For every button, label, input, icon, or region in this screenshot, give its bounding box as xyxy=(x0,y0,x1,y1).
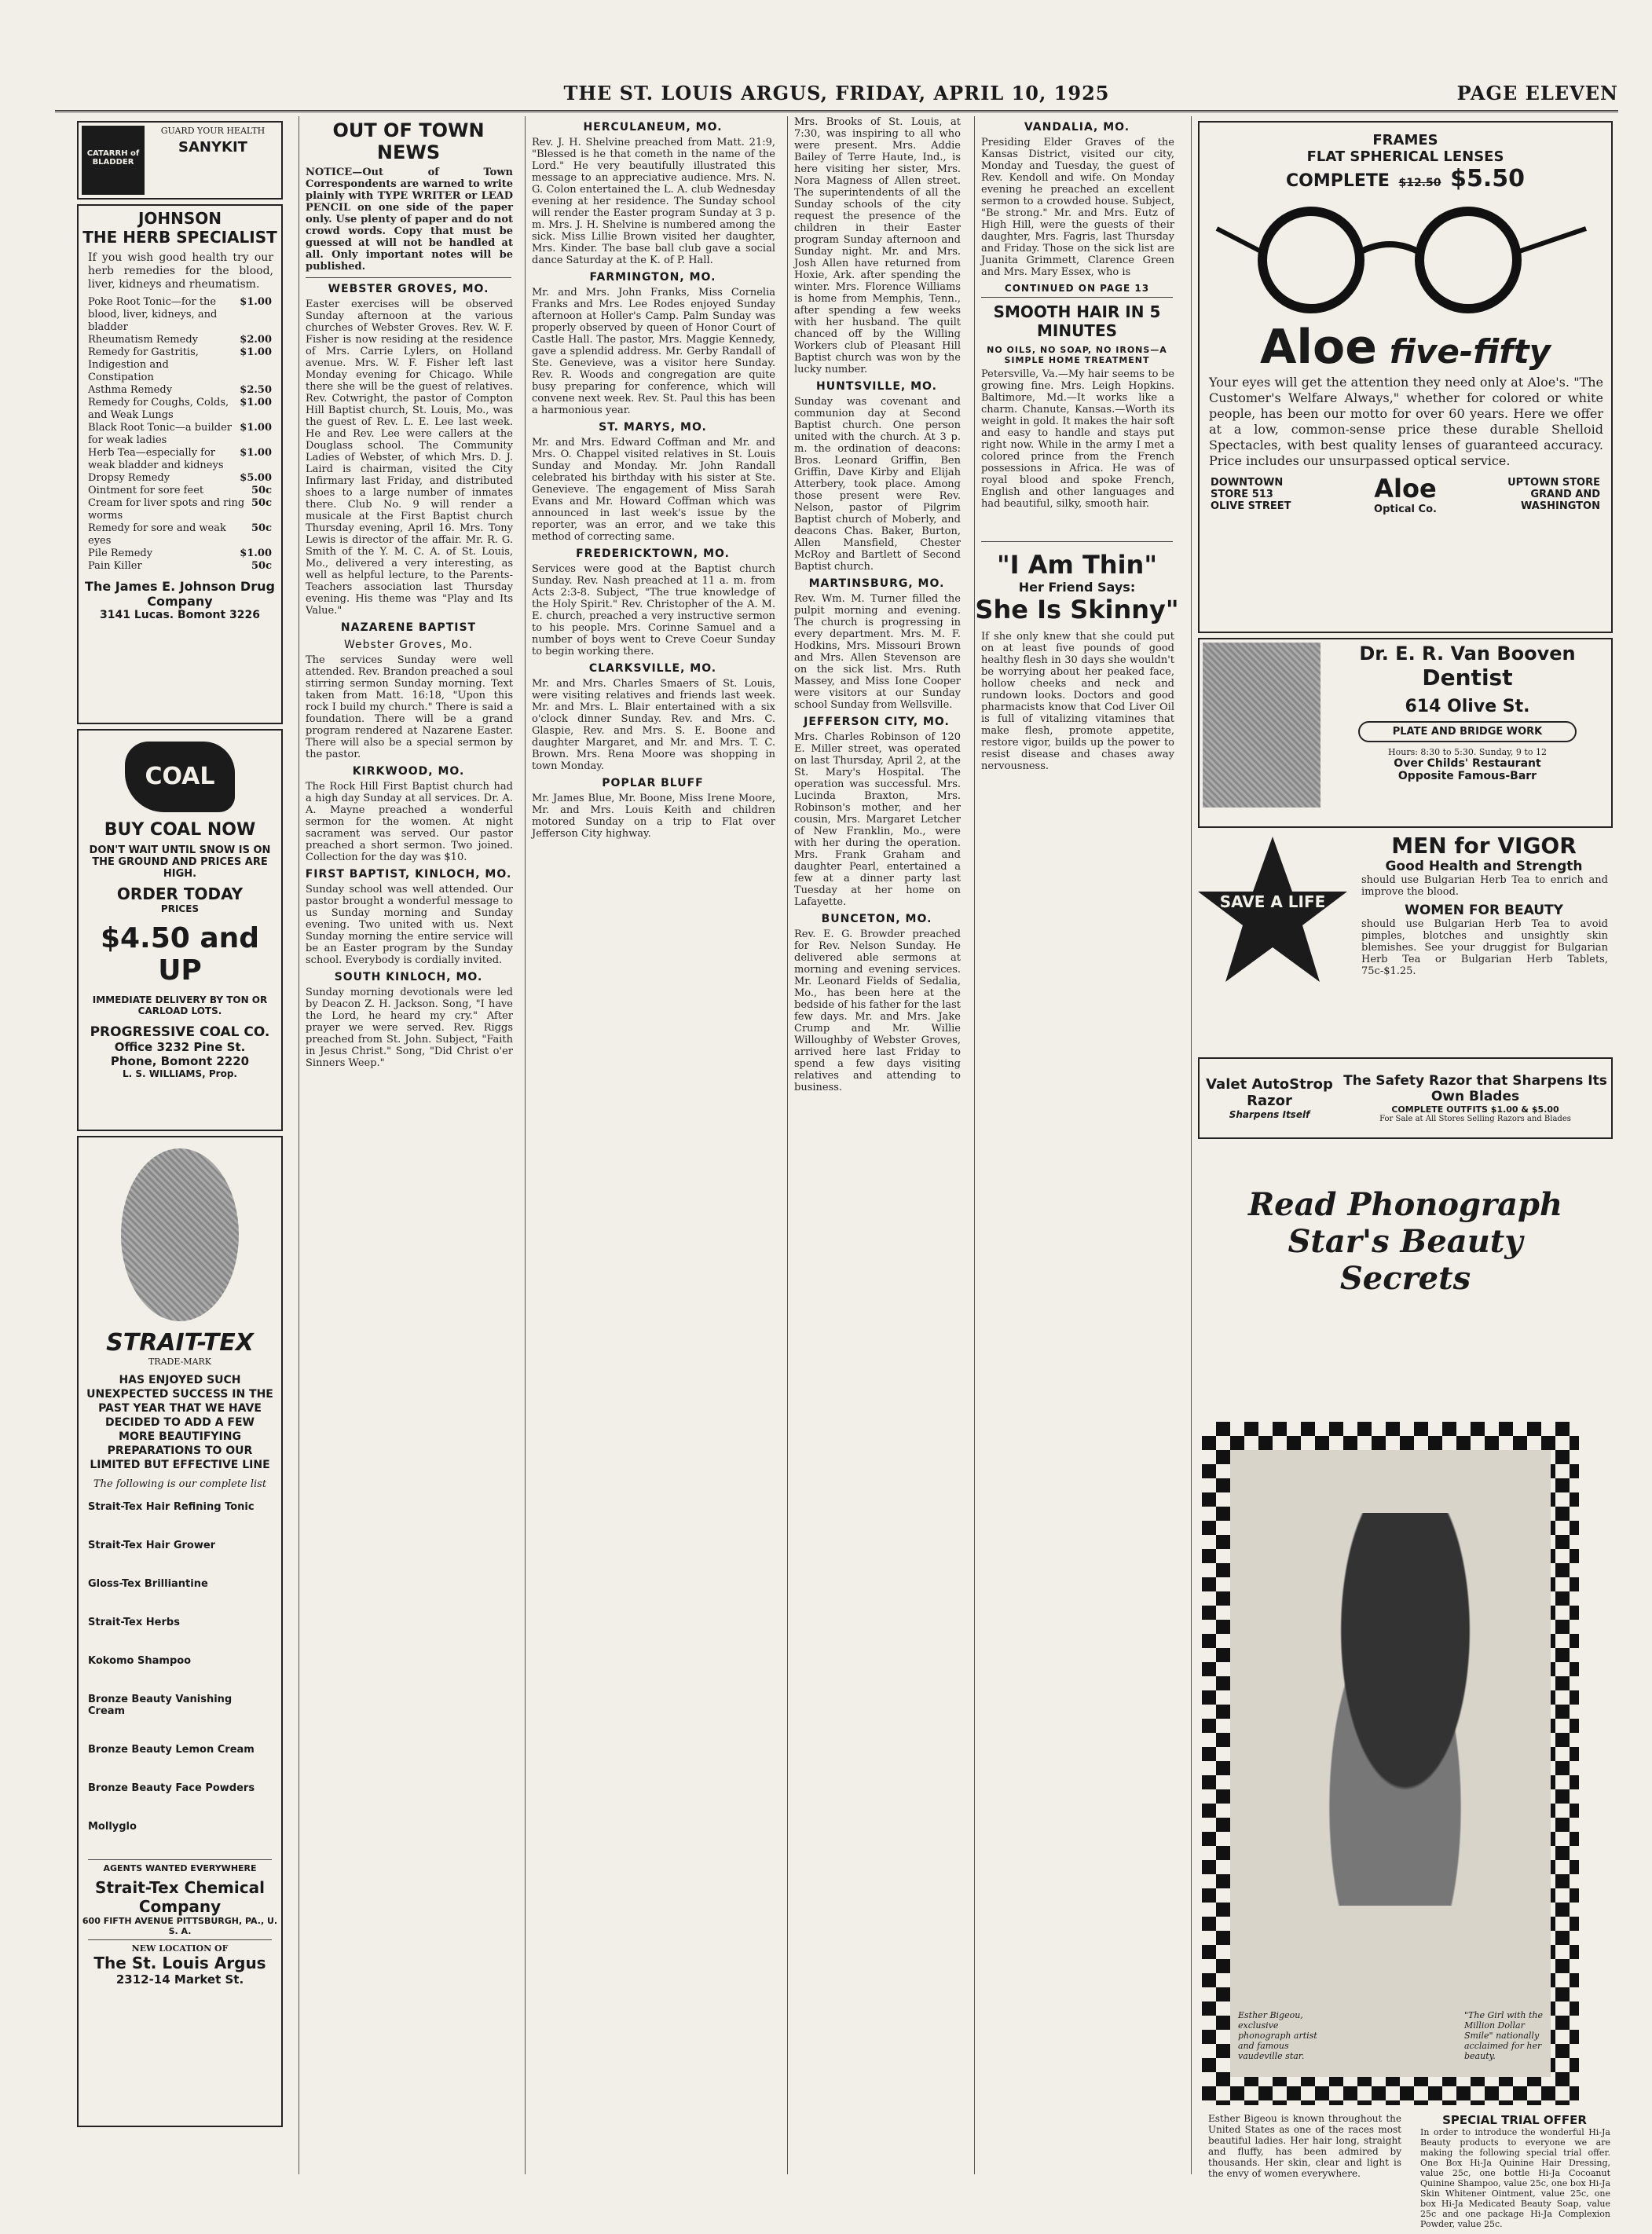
razor-sale: For Sale at All Stores Selling Razors and Blades xyxy=(1379,1115,1571,1123)
offer-head: SPECIAL TRIAL OFFER xyxy=(1442,2113,1587,2127)
remedy-name: Ointment for sore feet xyxy=(88,485,204,496)
remedy-price: $1.00 xyxy=(240,548,272,559)
remedy-name: Remedy for sore and weak eyes xyxy=(88,522,226,547)
correspondent-notice: NOTICE—Out of Town Correspondents are warned to write plainly with TYPE WRITER or LEAD PENCIL on one side of the paper only. Use plenty of paper and do not crowd words. Copy that must be guessed at will not be handled at all. Only important notes will be published. xyxy=(306,167,513,273)
strait-address: 600 FIFTH AVENUE PITTSBURGH, PA., U. S. A. xyxy=(82,1916,278,1936)
remedy-name: Pile Remedy xyxy=(88,548,153,559)
aloe-downtown: DOWNTOWN STORE 513 OLIVE STREET xyxy=(1211,477,1291,512)
woman-portrait-icon xyxy=(1293,1513,1497,1906)
thin-sub: Her Friend Says: xyxy=(1018,580,1136,595)
remedy-name: Remedy for Gastritis, Indigestion and Constipation xyxy=(88,346,199,383)
argus-name: The St. Louis Argus xyxy=(93,1954,266,1972)
aloe-co: Optical Co. xyxy=(1374,504,1437,515)
aloe-uptown: UPTOWN STORE GRAND AND WASHINGTON xyxy=(1507,477,1600,512)
news-body: Presiding Elder Graves of the Kansas District, visited our city, Monday and Tuesday, the guest of Rev. Kendoll and wife. On Monday evening he preached an excellent sermon to a crowded house. Subject, "Be strong." Mr. and Mrs. Eutz of High Hill, were the guests of their daughter, Mrs. Fagris, last Thursday and Friday. Those on the sick list are Juanita Grimmett, Clarence Green and Mrs. Mary Essex, who is xyxy=(981,137,1174,278)
remedy-name: Dropsy Remedy xyxy=(88,472,170,484)
caption-left: Esther Bigeou, exclusive phonograph artist and famous vaudeville star. xyxy=(1238,2010,1317,2061)
dentist-over: Over Childs' Restaurant xyxy=(1394,757,1541,770)
beauty-body: should use Bulgarian Herb Tea to avoid pimples, blotches and unsightly skin blemishes. See your druggist for Bulgarian Herb Tea or Bulgarian Herb Tablets, 75c-$1.25. xyxy=(1361,918,1608,977)
frames-lenses: FLAT SPHERICAL LENSES xyxy=(1306,148,1504,165)
woman-portrait-icon xyxy=(121,1148,239,1321)
thin-body: If she only knew that she could put on at least five pounds of good healthy flesh in 30 days she wouldn't be worrying about her peaked face, hollow cheeks and neck and rundown looks. Doctors and good pharmacists know that Cod Liver Oil is full of vitalizing vitamines that make flesh, promote appetite, restore vigor, builds up the power to resist disease and chases away nervousness. xyxy=(981,631,1174,772)
news-body: Mr. and Mrs. Edward Coffman and Mr. and Mrs. O. Chappel visited relatives in St. Louis Sunday and Monday. Mr. John Randall celebrated his birthday with his sister at Ste. Genevieve. The engagement of Miss Sarah Evans and Mr. Howard Coffman which was announced in last week's issue by the reporter, was an error, and we take this method of correcting same. xyxy=(532,437,775,543)
remedy-name: Herb Tea—especially for weak bladder and kidneys xyxy=(88,447,224,471)
product-list xyxy=(82,1501,278,1833)
news-body: Sunday school was well attended. Our pastor brought a wonderful message to us Sunday morning and Sunday evening. Two united with us. Next Sunday morning the entire service will be an Easter program by the Sunday school. Everybody is cordially invited. xyxy=(306,884,513,966)
news-heading: JEFFERSON CITY, MO. xyxy=(804,716,950,728)
santal-midy-box: CATARRH of BLADDER xyxy=(82,126,145,195)
sanitary-label: GUARD YOUR HEALTH xyxy=(160,126,266,136)
remedy-name: Rheumatism Remedy xyxy=(88,334,198,346)
smooth-hair-sub: NO OILS, NO SOAP, NO IRONS—A SIMPLE HOME TREATMENT xyxy=(987,345,1167,365)
dentist-title: Dentist xyxy=(1422,665,1513,690)
remedy-item xyxy=(88,384,272,397)
dentist-opposite: Opposite Famous-Barr xyxy=(1397,770,1537,782)
remedy-price: 50c xyxy=(251,485,272,496)
aloe-brand: Aloe xyxy=(1259,320,1377,375)
remedy-price: $1.00 xyxy=(240,447,272,459)
coal-buy: BUY COAL NOW xyxy=(104,820,256,840)
product-item: Bronze Beauty Lemon Cream xyxy=(88,1744,255,1756)
phonograph-headline: Read Phonograph Star's Beauty Secrets xyxy=(1247,1186,1563,1297)
remedy-name: Pain Killer xyxy=(88,560,142,572)
aloe-logo: Aloe xyxy=(1374,474,1437,504)
beauty-text-right xyxy=(1414,2113,1615,2234)
remedy-item xyxy=(88,346,272,384)
news-heading: BUNCETON, MO. xyxy=(821,913,932,925)
offer-body: In order to introduce the wonderful Hi-Ja Beauty products to everyone we are making the following special trial offer. One Box Hi-Ja Quinine Hair Dressing, value 25c, one bottle Hi-Ja Cocoanut Quinine Shampoo, value 25c, one box Hi-Ja Skin Whitener Ointment, value 25c, one box Hi-Ja Medicated Beauty Soap, value 25c and one package Hi-Ja Complexion Powder, value 25c. xyxy=(1420,2127,1610,2229)
sanitary-ad xyxy=(77,121,283,200)
strait-agents: AGENTS WANTED EVERYWHERE xyxy=(103,1863,257,1873)
remedy-item xyxy=(88,472,272,485)
johnson-address: 3141 Lucas. Bomont 3226 xyxy=(100,609,260,621)
frames-price: $5.50 xyxy=(1450,165,1526,192)
news-body: Mrs. Brooks of St. Louis, at 7:30, was inspiring to all who were present. Mrs. Addie Bailey of Terre Haute, Ind., is here visiting her sister, Mrs. Nora Magness of Allen street. The superintendents of all the Sunday schools of the city request the presence of the children in their Easter program Sunday afternoon and Sunday night. Mr. and Mrs. Josh Allen have returned from Hoxie, Ark. after spending the winter. Mrs. Florence Williams is home from Memphis, Tenn., after spending a few weeks with her husband. The quilt chanced off by the Willing Workers club of Pleasant Hill Baptist church was won by the lucky number. xyxy=(794,116,961,375)
coal-prices-label: PRICES xyxy=(160,903,200,914)
remedy-name: Remedy for Coughs, Colds, and Weak Lungs xyxy=(88,397,229,421)
razor-outfits: COMPLETE OUTFITS $1.00 & $5.00 xyxy=(1391,1104,1559,1115)
news-heading: KIRKWOOD, MO. xyxy=(352,765,465,778)
remedy-price: $1.00 xyxy=(240,422,272,434)
column-news-4 xyxy=(787,116,965,2174)
news-body: The services Sunday were well attended. Rev. Brandon preached a soul stirring sermon Sunday morning. Text taken from Matt. 16:18, "Upon this rock I build my church." There is said a foundation. There will be a grand program rendered at Nazarene Easter. There will also be a special sermon by the pastor. xyxy=(306,654,513,760)
johnson-title: JOHNSON xyxy=(137,209,222,228)
razor-ad xyxy=(1198,1057,1613,1139)
frames-complete: COMPLETE xyxy=(1285,171,1390,191)
vigor-head: MEN for VIGOR xyxy=(1391,833,1577,859)
vigor-sub: Good Health and Strength xyxy=(1385,859,1583,874)
column-news-3 xyxy=(525,116,780,2174)
product-item: Kokomo Shampoo xyxy=(88,1655,192,1667)
herb-specialist-ad xyxy=(77,204,283,724)
strait-company: Strait-Tex Chemical Company xyxy=(95,1878,265,1916)
dentist-portrait-icon xyxy=(1203,643,1321,808)
aloe-slogan: five-fifty xyxy=(1389,332,1551,371)
aloe-optical-ad xyxy=(1198,121,1613,633)
news-body: Mrs. Charles Robinson of 120 E. Miller street, was operated on last Thursday, April 2, at the St. Mary's Hospital. The operation was successful. Mrs. Lucinda Braxton, Mrs. Robinson's mother, and her cousin, Mrs. Margaret Letcher of New Franklin, Mo., were with her during the operation. Mrs. Frank Graham and daughter Pearl, entertained a few at a dinner party last Tuesday at her home on Lafayette. xyxy=(794,731,961,908)
remedy-item xyxy=(88,334,272,346)
news-heading: CLARKSVILLE, MO. xyxy=(588,662,717,675)
news-heading: MARTINSBURG, MO. xyxy=(808,577,945,590)
news-heading: HUNTSVILLE, MO. xyxy=(816,380,937,393)
coal-warning: DON'T WAIT UNTIL SNOW IS ON THE GROUND AND PRICES ARE HIGH. xyxy=(89,844,271,880)
news-heading: ST. MARYS, MO. xyxy=(599,421,707,434)
product-item: Strait-Tex Hair Refining Tonic xyxy=(88,1501,255,1513)
sanitary-brand: SANYKIT xyxy=(178,139,247,156)
news-heading: NAZARENE BAPTIST xyxy=(340,621,477,634)
herb-title: THE HERB SPECIALIST xyxy=(82,228,277,247)
dentist-hours: Hours: 8:30 to 5:30. Sunday, 9 to 12 xyxy=(1388,747,1547,757)
product-item: Bronze Beauty Face Powders xyxy=(88,1782,255,1794)
remedy-name: Poke Root Tonic—for the blood, liver, kidneys, and bladder xyxy=(88,296,218,333)
remedy-item xyxy=(88,560,272,573)
remedy-price: $5.00 xyxy=(240,472,272,484)
argus-location-label: NEW LOCATION OF xyxy=(131,1943,229,1954)
news-body: Rev. Wm. M. Turner filled the pulpit morning and evening. The church is progressing in every department. Mrs. M. F. Hodkins, Mrs. Missouri Brown and Mrs. Allen Stevenson are on the sick list. Mrs. Ruth Massey, and Miss Ione Cooper were visitors at our Sunday school Sunday from Wellsville. xyxy=(794,593,961,711)
column-ads-left xyxy=(71,116,289,2174)
news-body: The Rock Hill First Baptist church had a high day Sunday at all services. Dr. A. A. Mayne preached a wonderful sermon for the women. At night sacrament was served. Our pastor preached a short sermon. Two joined. Collection for the day was $10. xyxy=(306,781,513,863)
section-title: OUT OF TOWN NEWS xyxy=(332,119,485,163)
news-heading: SOUTH KINLOCH, MO. xyxy=(334,971,483,983)
strait-list-label: The following is our complete list xyxy=(93,1478,267,1490)
remedy-item xyxy=(88,447,272,472)
news-body: Sunday morning devotionals were led by Deacon Z. H. Jackson. Song, "I have the Lord, he heard my cry." After prayer we were served. Rev. Riggs preached from St. John. Subject, "Faith in Jesus Christ." Song, "Did Christ o'er Sinners Weep." xyxy=(306,987,513,1069)
product-item: Strait-Tex Hair Grower xyxy=(88,1540,216,1551)
vigor-body: should use Bulgarian Herb Tea to enrich and improve the blood. xyxy=(1361,874,1608,898)
herb-intro: If you wish good health try our herb remedies for the blood, liver, kidneys and rheumatism. xyxy=(88,251,273,291)
news-body: Easter exercises will be observed Sunday afternoon at the various churches of Webster Groves. Rev. W. F. Fisher is now residing at the residence of Mrs. Carrie Lylers, on Holland avenue. Mrs. W. F. Fisher left last Monday evening for Chicago. While there she will be the guest of relatives. Rev. Cotwright, the pastor of Compton Hill Baptist church, St. Louis, Mo., was the guest of Rev. L. E. Lee last week. He and Rev. Lee were callers at the Douglass school. The Community Ladies of Webster, of which Mrs. D. J. Laird is chairman, visited the City Infirmary last Friday, and distributed shoes to a large number of inmates there. Club No. 9 will render a musicale at the First Baptist church Thursday evening, April 16. Mrs. Tony Lewis is director of the affair. Mr. R. G. Smith of the Y. M. C. A. of St. Louis, Mo., delivered a very interesting, as well as helpful lecture, to the Parents-Teachers association last Thursday evening. His theme was "Play and Its Value." xyxy=(306,298,513,617)
remedy-item xyxy=(88,548,272,560)
news-body: Rev. J. H. Shelvine preached from Matt. 21:9, "Blessed is he that cometh in the name of the Lord." He very beautifully illustrated this message to an appreciative audience. Mrs. N. G. Colon entertained the L. A. club Wednesday evening at her residence. The Sunday school will render the Easter program Sunday at 3 p. m. Mrs. J. H. Shelvine is numbered among the sick. Miss Lillie Brown visited her daughter, Mrs. Kinder. The base ball club gave a social dance Saturday at the K. of P. Hall. xyxy=(532,137,775,266)
remedy-price: 50c xyxy=(251,560,272,572)
continued-note: CONTINUED ON PAGE 13 xyxy=(1004,283,1150,294)
masthead-title: THE ST. LOUIS ARGUS, FRIDAY, APRIL 10, 1925 xyxy=(563,82,1110,104)
spectacles-icon xyxy=(1209,197,1602,315)
remedy-item xyxy=(88,296,272,334)
remedy-price: $1.00 xyxy=(240,397,272,408)
remedy-price: 50c xyxy=(251,522,272,534)
product-item: Strait-Tex Herbs xyxy=(88,1617,180,1628)
coal-order: ORDER TODAY xyxy=(116,884,244,903)
dentist-name: Dr. E. R. Van Booven xyxy=(1359,643,1576,665)
beauty-head: WOMEN FOR BEAUTY xyxy=(1405,903,1563,918)
remedy-list xyxy=(82,296,278,573)
column-out-of-town-news xyxy=(299,116,518,2174)
argus-address: 2312-14 Market St. xyxy=(115,1972,244,1987)
razor-slogan: Sharpens Itself xyxy=(1229,1109,1310,1120)
coal-office: Office 3232 Pine St. xyxy=(114,1040,246,1054)
news-heading: FREDERICKTOWN, MO. xyxy=(576,548,730,560)
news-body: Rev. E. G. Browder preached for Rev. Nelson Sunday. He delivered able sermons at morning and evening services. Mr. Leonard Fields of Sedalia, Mo., has been here at the bedside of his father for the last few days. Mr. and Mrs. Jake Crump and Mr. Willie Willoughby of Webster Groves, arrived here last Friday to spend a few days visiting relatives and attending to business. xyxy=(794,928,961,1093)
smooth-hair-body: Petersville, Va.—My hair seems to be growing fine. Mrs. Leigh Hopkins. Baltimore, Md.—It works like a charm. Chanute, Kansas.—Worth its weight in gold. It makes the hair soft and easy to handle and stays put right now. While in the army I met a colored prince from the French possessions in Africa. He was of royal blood and spoke French, English and other languages and had beautiful, silky, smooth hair. xyxy=(981,368,1174,510)
coal-ad xyxy=(77,729,283,1131)
news-heading: WEBSTER GROVES, MO. xyxy=(328,283,489,295)
thin-head: "I Am Thin" xyxy=(997,550,1157,580)
razor-head: The Safety Razor that Sharpens Its Own Blades xyxy=(1343,1073,1607,1104)
remedy-name: Black Root Tonic—a builder for weak ladies xyxy=(88,422,232,446)
star-icon xyxy=(1198,833,1347,990)
coal-lump: COAL xyxy=(125,742,235,812)
news-heading: FARMINGTON, MO. xyxy=(589,271,716,284)
smooth-hair-head: SMOOTH HAIR IN 5 MINUTES xyxy=(993,302,1161,340)
beauty-photo-frame xyxy=(1202,1422,1579,2105)
remedy-item xyxy=(88,485,272,497)
star-text: SAVE A LIFE xyxy=(1219,892,1326,911)
coal-company: PROGRESSIVE COAL CO. xyxy=(90,1024,270,1040)
news-body: Mr. and Mrs. John Franks, Miss Cornelia Franks and Mrs. Lee Rodes enjoyed Sunday afternoon at Holler's Camp. Palm Sunday was properly observed by queen of Honor Court of Castle Hall. The pastor, Mrs. Maggie Kennedy, gave a splendid address. Mr. Gerby Randall of Ste. Genevieve, was a visitor here Sunday. Rev. R. Woods and congregation are quite busy preparing for conference, which will convene next week. Rev. St. Paul this has been a harmonious year. xyxy=(532,287,775,416)
column-news-5 xyxy=(974,116,1179,2174)
product-item: Mollyglo xyxy=(88,1821,137,1833)
news-subheading: Webster Groves, Mo. xyxy=(344,639,473,651)
remedy-price: $1.00 xyxy=(240,346,272,358)
esther-bigeou-photo xyxy=(1230,1450,1551,2077)
news-body: Mr. and Mrs. Charles Smaers of St. Louis, were visiting relatives and friends last week. Mr. and Mrs. L. Blair entertained with a six o'clock dinner Sunday. Rev. and Mrs. C. Glaspie, Rev. and Mrs. S. E. Boone and daughter Margaret, and Mr. and Mrs. T. C. Brown. Mrs. Rena Moore was shopping in town Monday. xyxy=(532,678,775,772)
remedy-price: $1.00 xyxy=(240,296,272,308)
news-body: Services were good at the Baptist church Sunday. Rev. Nash preached at 11 a. m. from Acts 2:3-8. Subject, "The true knowledge of the Holy Spirit." Rev. Christopher of the A. M. E. church, preached a very instructive sermon to his people. Mrs. Corinne Samuel and a number of boys went to Creve Coeur Sunday to begin working there. xyxy=(532,563,775,657)
strait-brand: STRAIT-TEX xyxy=(106,1329,254,1357)
vigor-ad xyxy=(1198,833,1613,1053)
news-heading: VANDALIA, MO. xyxy=(1024,121,1130,134)
news-heading: HERCULANEUM, MO. xyxy=(583,121,723,134)
strait-tex-ad xyxy=(77,1136,283,2127)
remedy-name: Cream for liver spots and ring worms xyxy=(88,497,245,522)
razor-name: Valet AutoStrop Razor xyxy=(1206,1076,1333,1109)
remedy-price: $2.50 xyxy=(240,384,272,396)
remedy-item xyxy=(88,522,272,548)
remedy-price: 50c xyxy=(251,497,272,509)
page-number: PAGE ELEVEN xyxy=(1456,82,1618,104)
news-heading: POPLAR BLUFF xyxy=(602,777,704,789)
phono-body: Esther Bigeou is known throughout the United States as one of the races most beautiful ladies. Her hair long, straight and fluffy, has been admired by thousands. Her skin, clear and light is the envy of women everywhere. xyxy=(1208,2113,1401,2179)
news-heading: FIRST BAPTIST, KINLOCH, MO. xyxy=(305,868,512,881)
remedy-item xyxy=(88,422,272,447)
beauty-text-left xyxy=(1202,2113,1406,2184)
remedy-item xyxy=(88,497,272,522)
coal-phone: Phone, Bomont 2220 xyxy=(110,1054,250,1068)
product-item: Gloss-Tex Brilliantine xyxy=(88,1578,208,1590)
news-body: Sunday was covenant and communion day at Second Baptist church. One person united with the church. At 3 p. m. the ordination of deacons: Bros. Leonard Griffin, Ben Griffin, Dave Kirby and Elijah Atterbery, took place. Among those present were Rev. Nelson, pastor of Pilgrim Baptist church of Moberly, and deacons Chas. Baker, Burton, Allen Mansfield, Chester McRoy and Bartlett of Second Baptist church. xyxy=(794,396,961,573)
frames-crossed-price: $12.50 xyxy=(1398,177,1441,189)
aloe-body: Your eyes will get the attention they need only at Aloe's. "The Customer's Welfare Always," whether for colored or white people, has been our motto for over 60 years. Here we offer at a low, common-sense price these durable Shelloid Spectacles, with best quality lenses of guaranteed accuracy. Price includes our unsurpassed optical service. xyxy=(1209,375,1603,468)
dentist-plate: PLATE AND BRIDGE WORK xyxy=(1358,721,1577,742)
coal-price: $4.50 and UP xyxy=(100,922,260,987)
frames-label: FRAMES xyxy=(1372,132,1438,148)
remedy-price: $2.00 xyxy=(240,334,272,346)
dentist-ad xyxy=(1198,638,1613,828)
product-item: Bronze Beauty Vanishing Cream xyxy=(88,1694,233,1717)
remedy-name: Asthma Remedy xyxy=(88,384,173,396)
remedy-item xyxy=(88,397,272,422)
coal-delivery: IMMEDIATE DELIVERY BY TON OR CARLOAD LOTS. xyxy=(92,994,268,1016)
dentist-address: 614 Olive St. xyxy=(1405,697,1530,716)
strait-claim: HAS ENJOYED SUCH UNEXPECTED SUCCESS IN THE PAST YEAR THAT WE HAVE DECIDED TO ADD A FEW MORE BEAUTIFYING PREPARATIONS TO OUR LIMITED BUT EFFECTIVE LINE xyxy=(86,1374,273,1471)
caption-right: "The Girl with the Million Dollar Smile" nationally acclaimed for her beauty. xyxy=(1464,2010,1544,2061)
masthead xyxy=(55,79,1618,112)
thin-head-2: She Is Skinny" xyxy=(975,595,1179,624)
strait-tm: TRADE-MARK xyxy=(148,1357,212,1367)
johnson-company: The James E. Johnson Drug Company xyxy=(85,579,275,609)
news-body: Mr. James Blue, Mr. Boone, Miss Irene Moore, Mr. and Mrs. Louis Keith and children motored Sunday on a trip to Flat over Jefferson City highway. xyxy=(532,793,775,840)
coal-prop: L. S. WILLIAMS, Prop. xyxy=(123,1068,237,1079)
